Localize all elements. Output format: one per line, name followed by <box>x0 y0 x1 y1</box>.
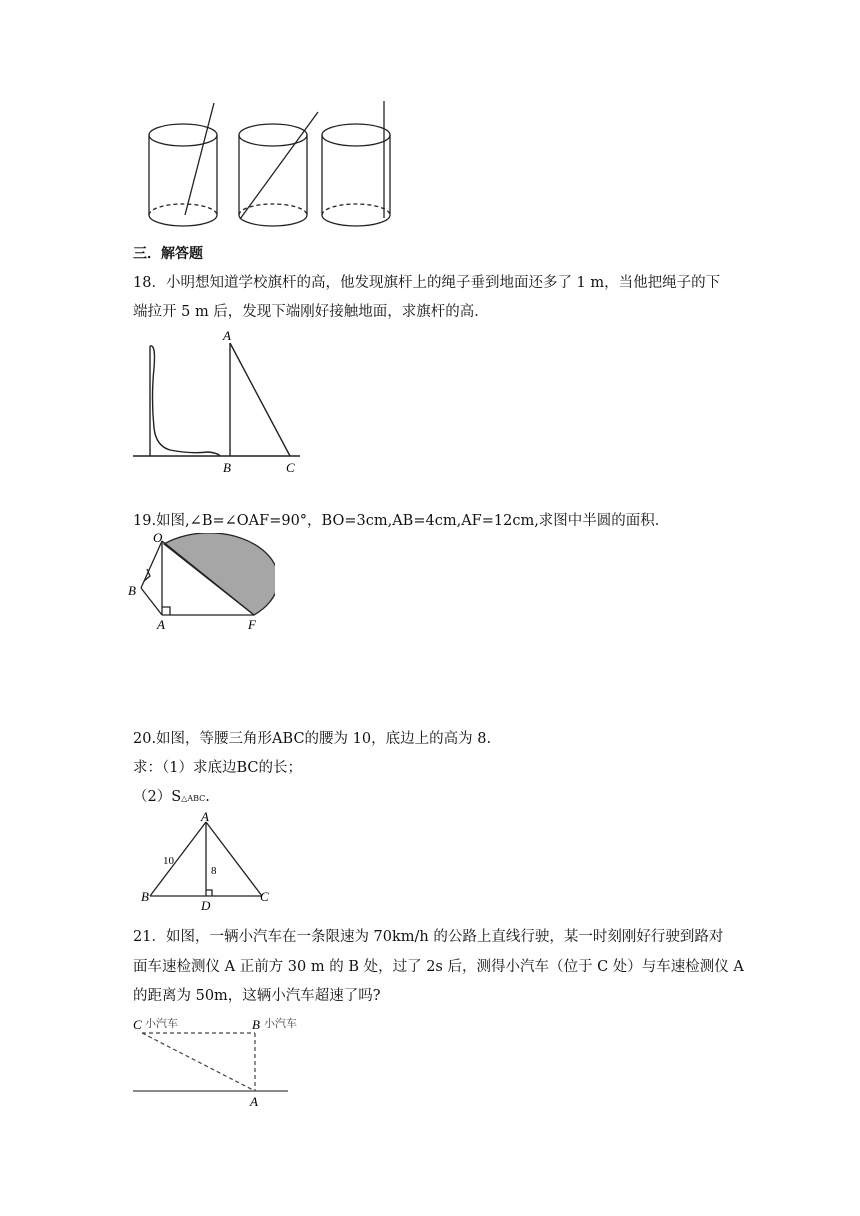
q19-label-a: A <box>157 617 165 632</box>
q21-car-b: 小汽车 <box>264 1018 297 1030</box>
q20-text-line1: 20.如图，等腰三角形ABC的腰为 10，底边上的高为 8. <box>133 731 492 747</box>
q19-label-o: O <box>153 533 163 545</box>
q18-text-line2: 端拉开 5 m 后，发现下端刚好接触地面，求旗杆的高． <box>133 304 489 320</box>
q19-text-line1: 19.如图,∠B=∠OAF=90°，BO=3cm,AB=4cm,AF=12cm,求图中半圆的面积． <box>133 513 670 529</box>
q20-label-b: B <box>141 889 149 904</box>
semicircle-figure <box>125 533 275 633</box>
speed-check-figure <box>130 1012 310 1112</box>
q21-label-a: A <box>250 1094 258 1109</box>
q20-label-height: 8 <box>211 865 217 877</box>
q19-label-f: F <box>248 617 256 632</box>
q18-text-line1: 18．小明想知道学校旗杆的高，他发现旗杆上的绳子垂到地面还多了 1 m，当他把绳子的下 <box>133 275 721 291</box>
q21-label-b: B <box>252 1017 260 1032</box>
q20-text-line2: 求：（1）求底边BC的长； <box>133 760 302 776</box>
q19-label-b: B <box>128 583 136 598</box>
cylinders-figure <box>140 98 400 230</box>
q21-label-c: C <box>133 1017 142 1032</box>
section-title: 三．解答题 <box>133 246 203 262</box>
q20-text-line3 <box>133 787 210 809</box>
q21-text-line1: 21．如图，一辆小汽车在一条限速为 70km/h 的公路上直线行驶，某一时刻刚好行驶到路对 <box>133 929 724 945</box>
q20-line3-prefix: （2）S <box>133 789 182 805</box>
q20-label-d: D <box>201 898 211 912</box>
q21-text-line2: 面车速检测仪 A 正前方 30 m 的 B 处，过了 2s 后，测得小汽车（位于 C 处）与车速检测仪 A <box>133 959 744 975</box>
q20-line3-sub: △ABC <box>181 794 206 803</box>
q20-line3-suffix: . <box>205 789 210 805</box>
q20-label-c: C <box>260 889 269 904</box>
q21-text-line3: 的距离为 50m，这辆小汽车超速了吗? <box>133 988 381 1004</box>
q20-label-side: 10 <box>163 855 174 867</box>
q18-label-a: A <box>223 328 231 343</box>
q21-car-c: 小汽车 <box>145 1018 178 1030</box>
q18-label-b: B <box>223 460 231 475</box>
q20-label-a: A <box>201 812 209 824</box>
q18-label-c: C <box>286 460 295 475</box>
flagpole-figure <box>130 328 310 478</box>
isosceles-triangle-figure <box>138 812 278 912</box>
